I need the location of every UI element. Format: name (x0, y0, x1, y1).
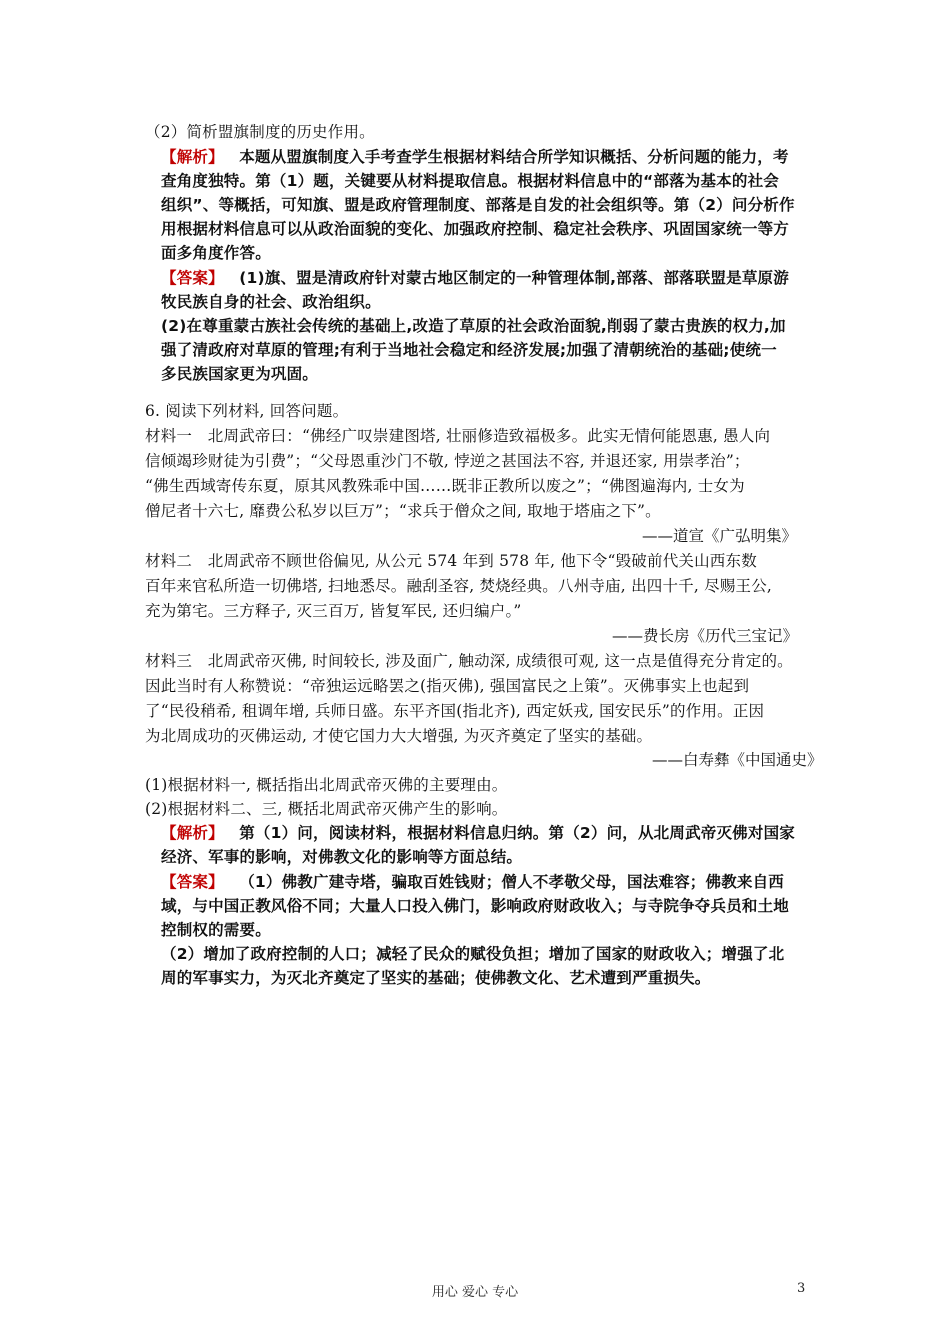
q6-material1-line-4: 僧尼者十六七, 靡费公私岁以巨万”；“求兵于僧众之间, 取地于塔庙之下”。 (145, 502, 661, 520)
q5-analysis-line-2: 查角度独特。第（1）题，关键要从材料提取信息。根据材料信息中的“部落为基本的社会 (161, 172, 779, 190)
q6-material1-line-1: 材料一 北周武帝曰：“佛经广叹崇建图塔, 壮丽修造致福极多。此实无情何能恩惠, 愚人向 (145, 427, 771, 445)
q5-answer-line-1: 【答案】 (1)旗、盟是清政府针对蒙古地区制定的一种管理体制,部落、部落联盟是草原游 (161, 269, 789, 287)
q5-answer-line-2: 牧民族自身的社会、政治组织。 (161, 293, 381, 311)
q5-analysis-line-3: 组织”、等概括，可知旗、盟是政府管理制度、部落是自发的社会组织等。第（2）问分析作 (161, 196, 795, 214)
q6-answer-line-5: 周的军事实力，为灭北齐奠定了坚实的基础；使佛教文化、艺术遭到严重损失。 (161, 969, 711, 987)
q6-answer-line-2: 域，与中国正教风俗不同；大量人口投入佛门，影响政府财政收入；与寺院争夺兵员和土地 (161, 897, 790, 915)
q5-analysis-line-5: 面多角度作答。 (161, 244, 271, 262)
q6-analysis-line-1: 【解析】 第（1）问，阅读材料，根据材料信息归纳。第（2）问，从北周武帝灭佛对国家 (161, 824, 795, 842)
q6-material3-line-4: 为北周成功的灭佛运动, 才使它国力大大增强, 为灭齐奠定了坚实的基础。 (145, 727, 653, 745)
q5-answer-line-5: 多民族国家更为巩固。 (161, 365, 319, 383)
q6-answer-tag: 【答案】 (161, 873, 224, 891)
q6-answer-line-4: （2）增加了政府控制的人口；减轻了民众的赋役负担；增加了国家的财政收入；增强了北 (161, 945, 785, 963)
q6-analysis-tag: 【解析】 (161, 824, 224, 842)
q6-material2-line-1: 材料二 北周武帝不顾世俗偏见, 从公元 574 年到 578 年, 他下令“毁破前代关山西东数 (145, 552, 757, 570)
q6-material2-line-3: 充为第宅。三方释子, 灭三百万, 皆复军民, 还归编户。” (145, 602, 522, 620)
page-footer: 用心 爱心 专心 (431, 1285, 519, 1300)
q6-source-1: ——道宣《广弘明集》 (642, 527, 798, 545)
q5-analysis-line-1: 【解析】 本题从盟旗制度入手考查学生根据材料结合所学知识概括、分析问题的能力，考 (161, 148, 789, 166)
q6-question-2: (2)根据材料二、三, 概括北周武帝灭佛产生的影响。 (145, 800, 508, 818)
q6-material1-line-3: “佛生西域寄传东夏，原其风教殊乖中国……既非正教所以废之”；“佛图遍海内, 士女为 (145, 477, 745, 495)
q6-title: 6. 阅读下列材料, 回答问题。 (145, 402, 349, 420)
q6-material1-line-2: 信倾竭珍财徒为引费”；“父母恩重沙门不敬, 悖逆之甚国法不容, 并退还家, 用崇孝治”； (145, 452, 750, 470)
q5-answer-line-3: (2)在尊重蒙古族社会传统的基础上,改造了草原的社会政治面貌,削弱了蒙古贵族的权力,加 (161, 317, 786, 335)
q6-source-2: ——费长房《历代三宝记》 (612, 627, 799, 645)
q5-sub-question-2: （2）简析盟旗制度的历史作用。 (145, 123, 375, 141)
q6-answer-line-1: 【答案】 （1）佛教广建寺塔，骗取百姓钱财；僧人不孝敬父母，国法难容；佛教来自西 (161, 873, 784, 891)
q6-answer-line-3: 控制权的需要。 (161, 921, 271, 939)
q6-material3-line-2: 因此当时有人称赞说：“帝独运远略罢之(指灭佛), 强国富民之上策”。灭佛事实上也起到 (145, 677, 750, 695)
q6-source-3: ——白寿彝《中国通史》 (652, 751, 823, 769)
q5-answer-line-4: 强了清政府对草原的管理;有利于当地社会稳定和经济发展;加强了清朝统治的基础;使统一 (161, 341, 777, 359)
q6-analysis-line-2: 经济、军事的影响，对佛教文化的影响等方面总结。 (161, 848, 523, 866)
q5-analysis-tag: 【解析】 (161, 148, 224, 166)
q6-material3-line-1: 材料三 北周武帝灭佛, 时间较长, 涉及面广, 触动深, 成绩很可观, 这一点是值得充分肯定的。 (145, 652, 793, 670)
q5-answer-tag: 【答案】 (161, 269, 224, 287)
q6-material3-line-3: 了“民役稍希, 租调年增, 兵师日盛。东平齐国(指北齐), 西定妖戎, 国安民乐”的作用。正因 (145, 702, 765, 720)
page-number: 3 (797, 1281, 806, 1296)
q6-question-1: (1)根据材料一, 概括指出北周武帝灭佛的主要理由。 (145, 776, 508, 794)
q6-material2-line-2: 百年来官私所造一切佛塔, 扫地悉尽。融刮圣容, 焚烧经典。八州寺庙, 出四十千, 尽赐王公, (145, 577, 773, 595)
q5-analysis-line-4: 用根据材料信息可以从政治面貌的变化、加强政府控制、稳定社会秩序、巩固国家统一等方 (161, 220, 790, 238)
